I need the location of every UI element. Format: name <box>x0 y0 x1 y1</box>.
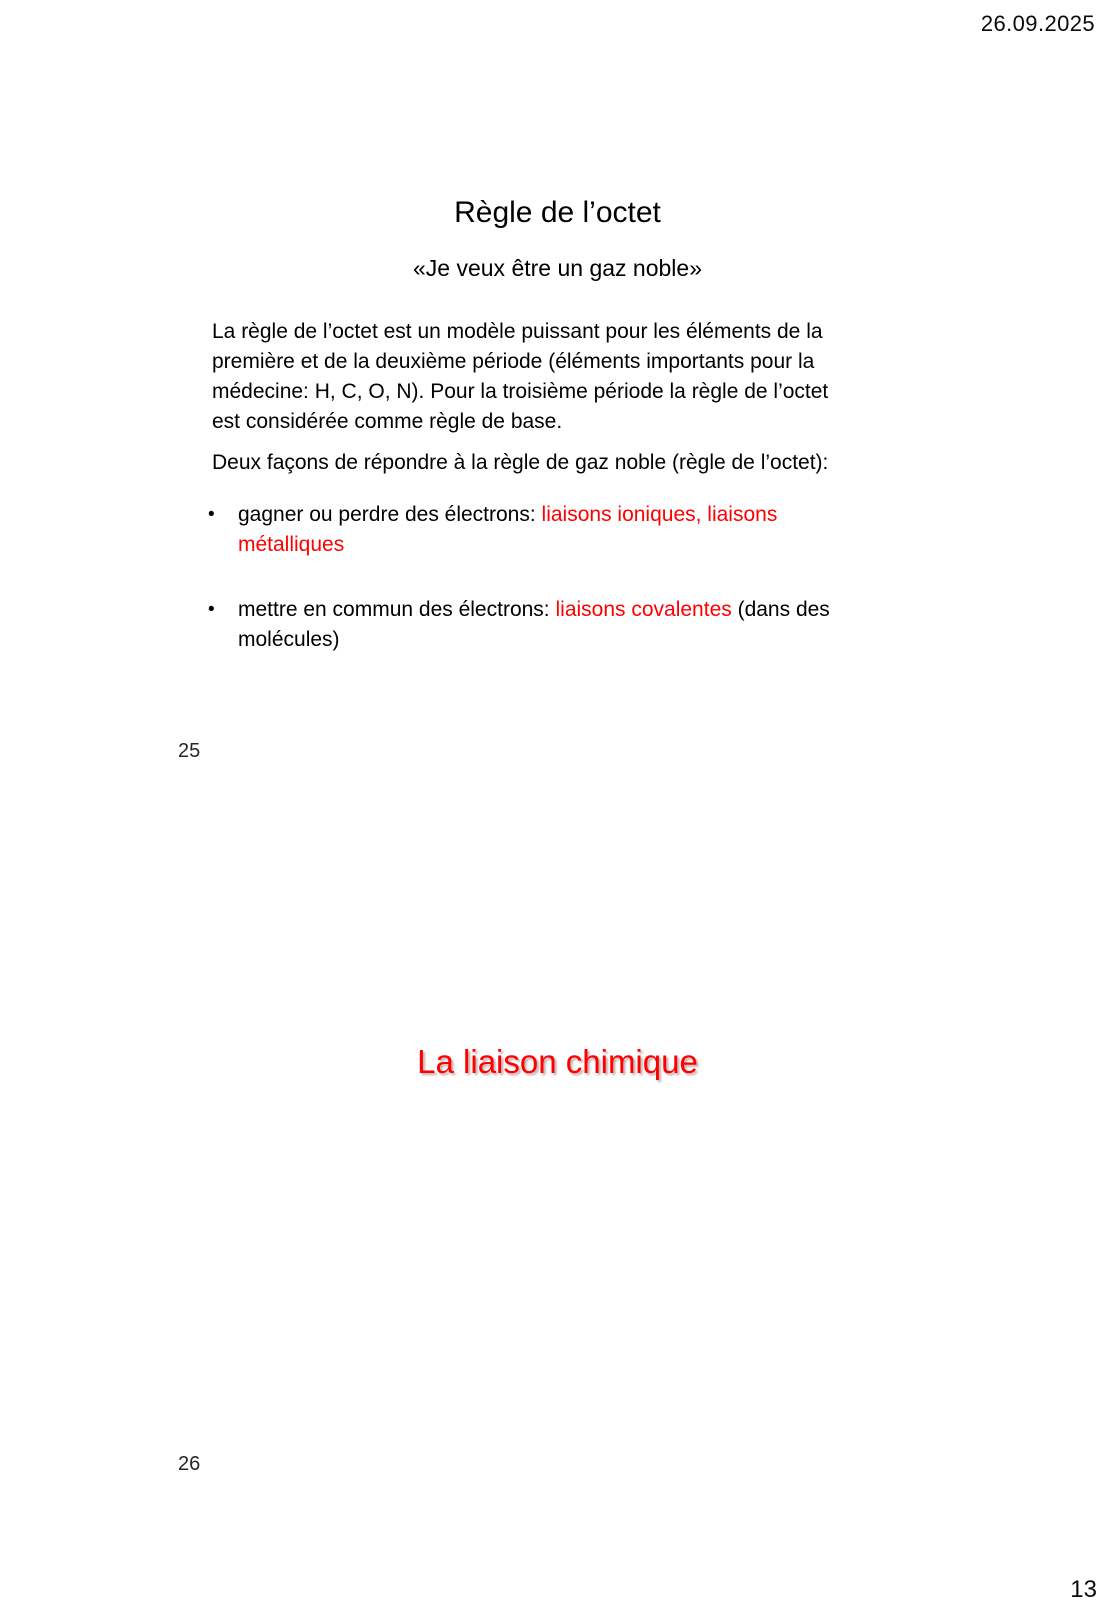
slide1-title: Règle de l’octet <box>454 196 661 229</box>
slide1-lead-in: Deux façons de répondre à la règle de gaz noble (règle de l’octet): <box>212 451 829 474</box>
slide1-paragraph <box>212 317 828 437</box>
bullet-text-segment-red: liaisons ioniques, liaisons <box>541 503 778 526</box>
bullet-text-segment: molécules) <box>238 628 340 651</box>
bullet-text-segment-red: liaisons covalentes <box>555 598 732 621</box>
bullet-text-segment: (dans des <box>731 598 830 621</box>
bullet-text-line <box>238 598 830 621</box>
bullet-text <box>238 595 830 655</box>
bullet-text-segment-red: métalliques <box>238 533 345 556</box>
bullet-text-segment: gagner ou perdre des électrons: <box>238 503 542 526</box>
paragraph-line: est considérée comme règle de base. <box>212 410 563 433</box>
bullet-marker-icon: • <box>208 599 215 620</box>
slide1-subtitle: «Je veux être un gaz noble» <box>413 255 702 281</box>
slide2-page-number: 26 <box>178 1453 201 1475</box>
bullet-text-line <box>238 503 777 526</box>
slide2-title: La liaison chimique <box>417 1043 698 1080</box>
bullet-text-line <box>238 533 344 556</box>
bullet-text-segment: mettre en commun des électrons: <box>238 598 556 621</box>
bullet-item <box>208 500 777 560</box>
bullet-text <box>238 500 777 560</box>
paragraph-line: médecine: H, C, O, N). Pour la troisième période la règle de l’octet <box>212 380 829 403</box>
bullet-item <box>208 595 830 655</box>
date-label: 26.09.2025 <box>980 11 1095 36</box>
bullet-marker-icon: • <box>208 504 215 525</box>
paragraph-line: La règle de l’octet est un modèle puissant pour les éléments de la <box>212 320 823 343</box>
paragraph-line: première et de la deuxième période (éléments importants pour la <box>212 350 815 373</box>
pdf-page-number: 13 <box>1070 1576 1097 1603</box>
bullet-text-line <box>238 628 340 651</box>
slide1-page-number: 25 <box>178 740 201 762</box>
